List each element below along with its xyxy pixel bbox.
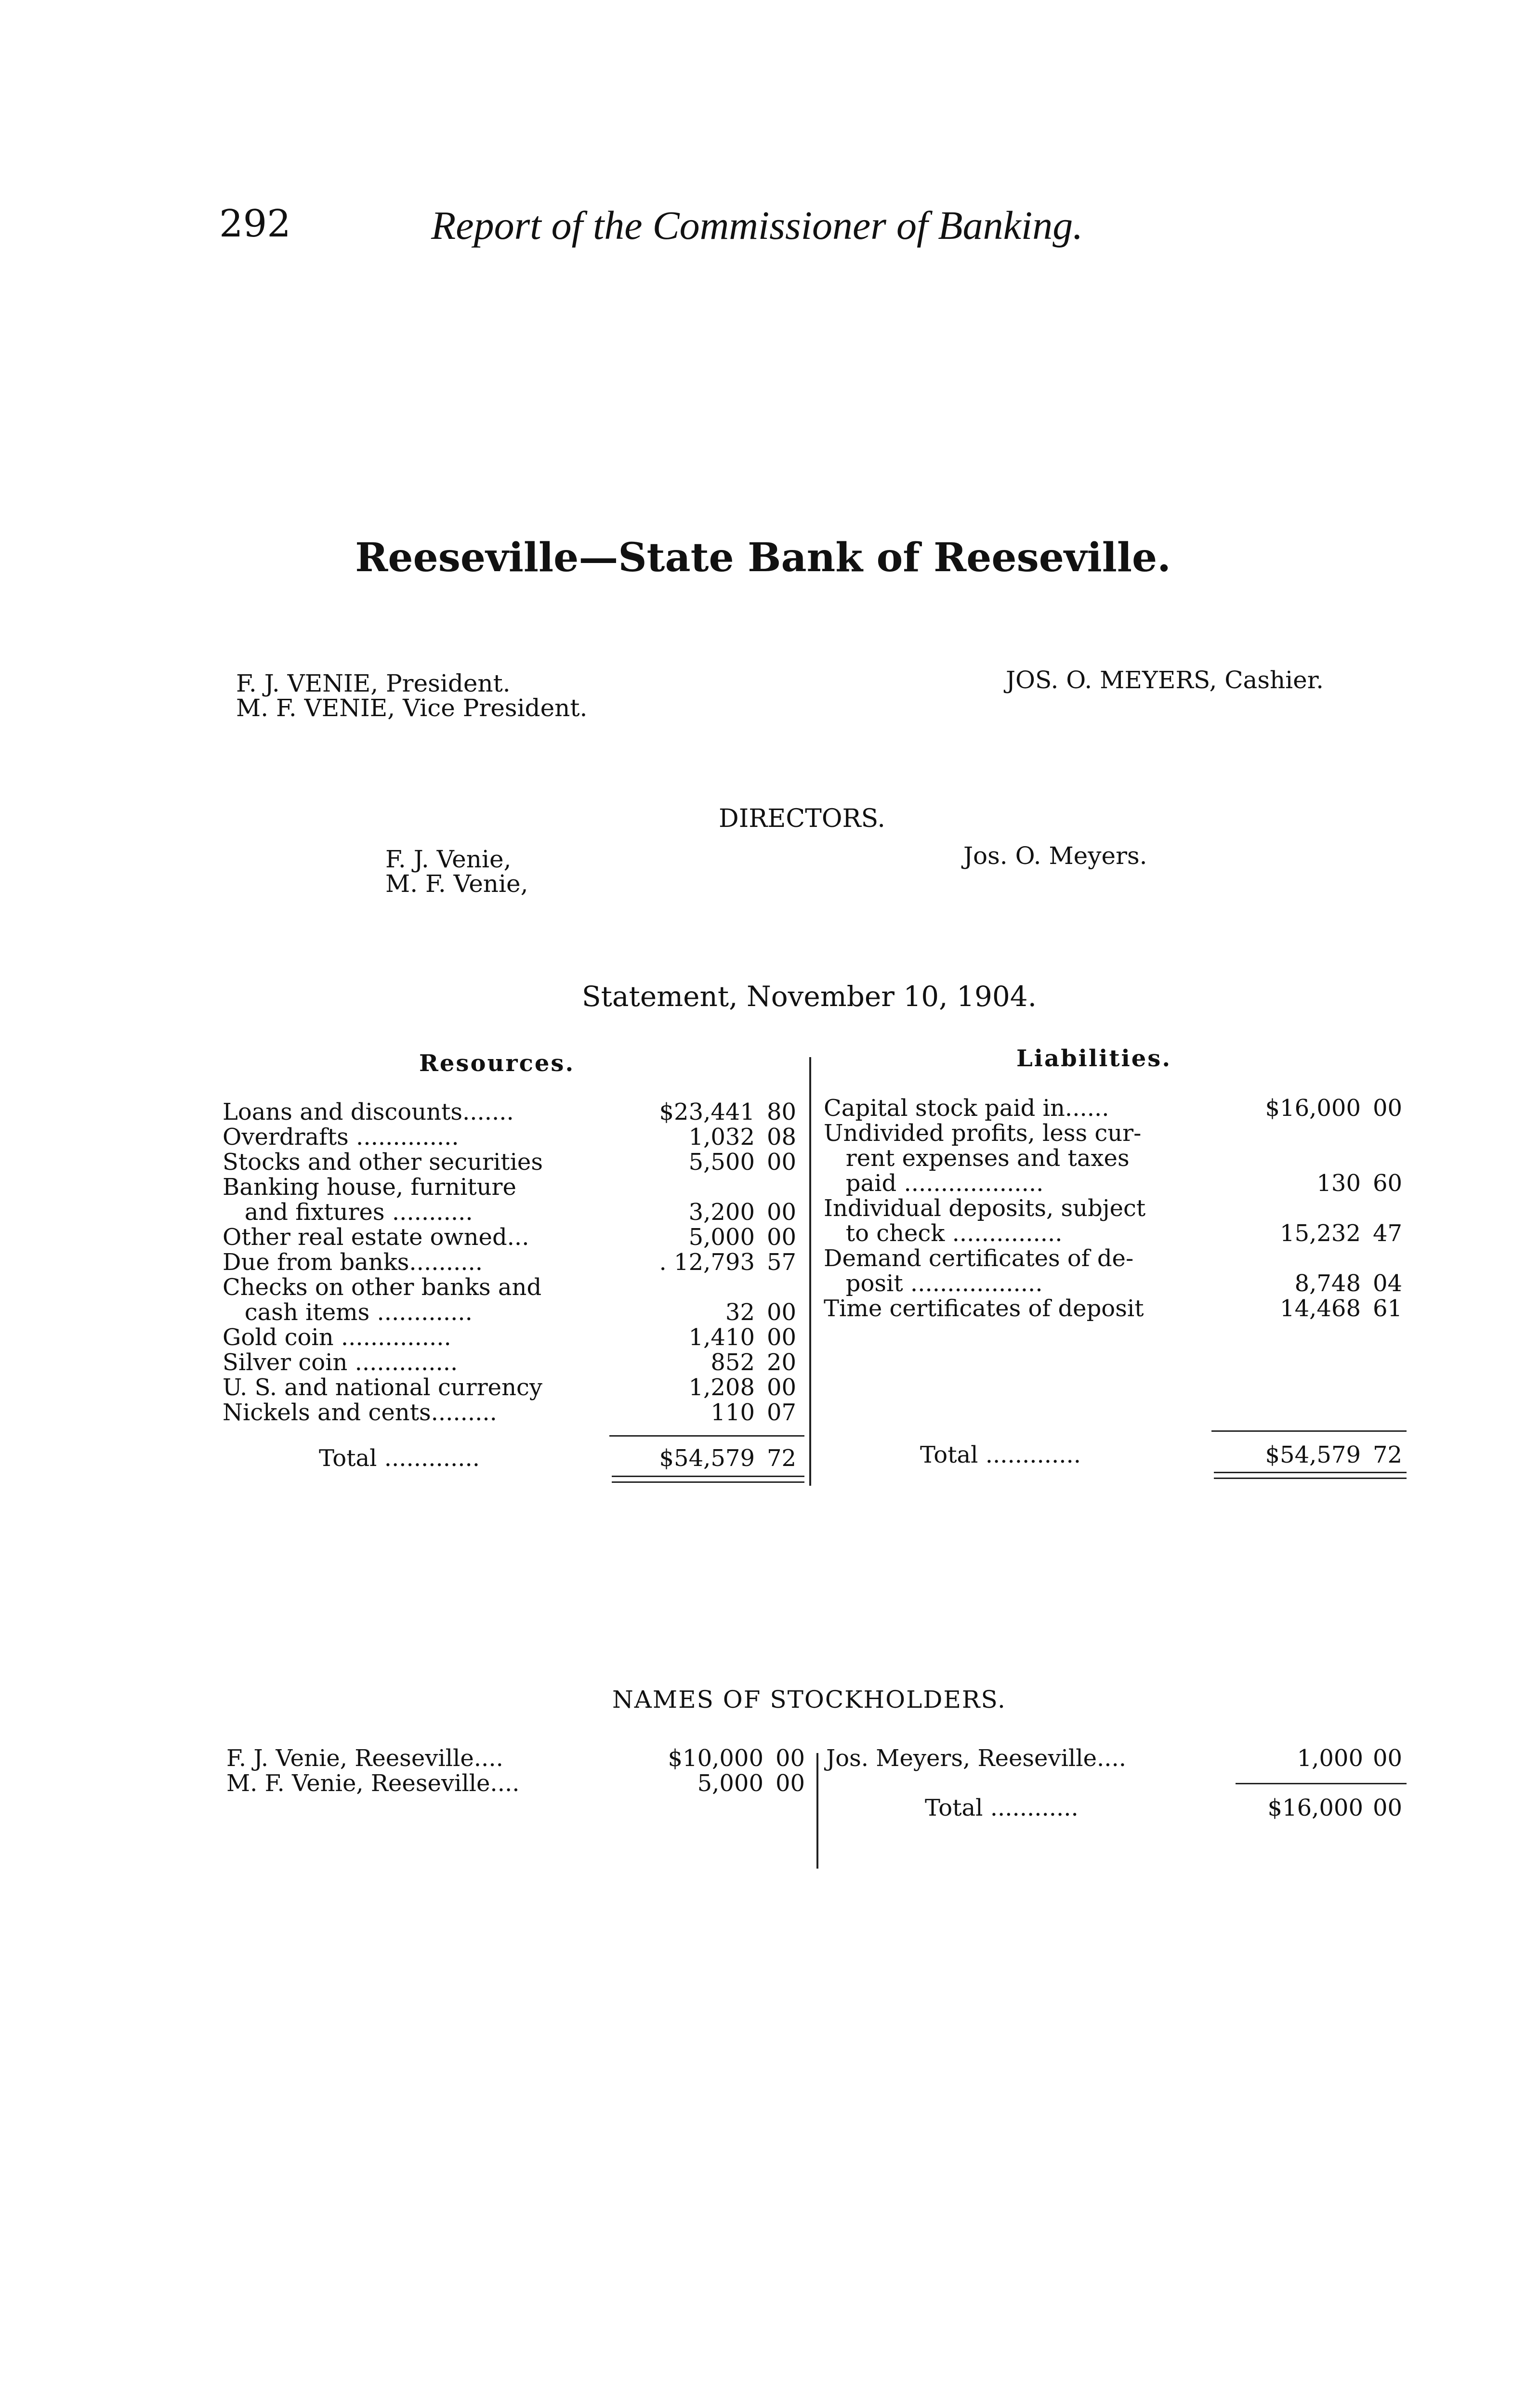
line-item-dollars: $10,000	[668, 1745, 763, 1772]
stockholder-row	[226, 1771, 804, 1796]
line-item-cents: 08	[767, 1124, 797, 1151]
line-item-dollars: 14,468	[1280, 1295, 1361, 1322]
line-item-label: Individual deposits, subject	[824, 1195, 1146, 1222]
resources-row	[223, 1300, 801, 1325]
liabilities-row	[824, 1246, 1409, 1271]
line-item-cents: 00	[767, 1199, 797, 1226]
line-item-cents: 00	[1373, 1745, 1403, 1772]
resources-double-rule	[612, 1476, 804, 1483]
resources-row	[223, 1125, 801, 1150]
line-item-label: M. F. Venie, Reeseville....	[226, 1770, 520, 1797]
resources-row	[223, 1150, 801, 1175]
line-item-label: F. J. Venie, Reeseville....	[226, 1745, 503, 1772]
line-item-dollars: 32	[725, 1299, 755, 1326]
liabilities-double-rule	[1214, 1472, 1407, 1479]
resources-total-rule	[609, 1435, 804, 1437]
resources-row	[223, 1325, 801, 1350]
line-item-label: Banking house, furniture	[223, 1174, 516, 1201]
director-name: F. J. Venie,	[385, 845, 512, 873]
resources-row	[223, 1275, 801, 1300]
line-item-cents: 00	[767, 1224, 797, 1251]
officer-vice-president: M. F. VENIE, Vice President.	[236, 694, 588, 722]
liabilities-row	[824, 1121, 1409, 1146]
page-number: 292	[219, 202, 291, 246]
officer-cashier: JOS. O. MEYERS, Cashier.	[1006, 666, 1324, 694]
running-head: Report of the Commissioner of Banking.	[431, 203, 1083, 248]
line-item-label: to check ...............	[824, 1220, 1063, 1247]
line-item-dollars: 1,000	[1297, 1745, 1363, 1772]
line-item-label: Demand certificates of de-	[824, 1245, 1134, 1272]
line-item-cents: 07	[767, 1399, 797, 1426]
line-item-cents: 00	[776, 1745, 805, 1772]
line-item-label: Jos. Meyers, Reeseville....	[826, 1745, 1127, 1772]
line-item-dollars: 5,000	[697, 1770, 763, 1797]
line-item-label: Checks on other banks and	[223, 1274, 542, 1301]
line-item-dollars: 110	[710, 1399, 755, 1426]
stockholders-total-cents: 00	[1373, 1794, 1403, 1821]
liabilities-row	[824, 1196, 1409, 1221]
line-item-cents: 57	[767, 1249, 797, 1276]
liabilities-row	[824, 1271, 1409, 1296]
line-item-label: Other real estate owned...	[223, 1224, 529, 1251]
stockholders-total-label: Total ............	[925, 1794, 1079, 1821]
line-item-cents: 80	[767, 1099, 797, 1125]
line-item-label: Stocks and other securities	[223, 1149, 543, 1176]
resources-row	[223, 1375, 801, 1400]
liabilities-row	[824, 1296, 1409, 1321]
directors-heading: DIRECTORS.	[719, 804, 885, 833]
line-item-cents: 61	[1373, 1295, 1403, 1322]
stockholders-total-dollars: $16,000	[1267, 1794, 1363, 1821]
line-item-dollars: 8,748	[1294, 1270, 1361, 1297]
line-item-label: Gold coin ...............	[223, 1324, 451, 1351]
resources-row	[223, 1350, 801, 1375]
stockholders-total-rule	[1236, 1783, 1407, 1784]
resources-row	[223, 1400, 801, 1425]
resources-row	[223, 1200, 801, 1225]
stockholder-row	[826, 1746, 1409, 1771]
line-item-label: Time certificates of deposit	[824, 1295, 1144, 1322]
line-item-label: Silver coin ..............	[223, 1349, 458, 1376]
liabilities-row	[824, 1221, 1409, 1246]
officer-president: F. J. VENIE, President.	[236, 669, 511, 697]
line-item-label: U. S. and national currency	[223, 1374, 542, 1401]
stockholders-divider	[816, 1753, 818, 1869]
line-item-dollars: $16,000	[1265, 1095, 1361, 1122]
line-item-label: and fixtures ...........	[223, 1199, 473, 1226]
resources-row	[223, 1175, 801, 1200]
resources-total-label: Total .............	[319, 1445, 480, 1472]
liabilities-total-cents: 72	[1373, 1441, 1403, 1468]
line-item-dollars: 3,200	[688, 1199, 755, 1226]
resources-total-dollars: $54,579	[659, 1445, 755, 1472]
liabilities-heading: Liabilities.	[1016, 1045, 1172, 1072]
resources-heading: Resources.	[419, 1050, 575, 1077]
line-item-cents: 00	[1373, 1095, 1403, 1122]
director-name: Jos. O. Meyers.	[963, 842, 1147, 870]
line-item-dollars: 1,208	[688, 1374, 755, 1401]
line-item-label: posit ..................	[824, 1270, 1043, 1297]
line-item-dollars: 852	[710, 1349, 755, 1376]
resources-row	[223, 1099, 801, 1125]
stockholders-right	[826, 1746, 1409, 1771]
liabilities-row	[824, 1171, 1409, 1196]
stockholders-heading: NAMES OF STOCKHOLDERS.	[612, 1686, 1006, 1714]
line-item-label: cash items .............	[223, 1299, 473, 1326]
liabilities-total-rule	[1211, 1430, 1407, 1432]
line-item-cents: 20	[767, 1349, 797, 1376]
bank-title: Reeseville—State Bank of Reeseville.	[355, 535, 1171, 581]
line-item-dollars: 5,500	[688, 1149, 755, 1176]
line-item-dollars: 5,000	[688, 1224, 755, 1251]
line-item-cents: 00	[767, 1149, 797, 1176]
resources-total-cents: 72	[767, 1445, 797, 1472]
line-item-dollars: 130	[1316, 1170, 1361, 1197]
line-item-label: Undivided profits, less cur-	[824, 1120, 1142, 1147]
liabilities-total-label: Total .............	[920, 1441, 1081, 1468]
line-item-label: Nickels and cents.........	[223, 1399, 497, 1426]
line-item-dollars: $23,441	[659, 1099, 755, 1125]
line-item-dollars: 1,032	[688, 1124, 755, 1151]
line-item-label: paid ...................	[824, 1170, 1044, 1197]
line-item-label: Overdrafts ..............	[223, 1124, 459, 1151]
liabilities-total-dollars: $54,579	[1265, 1441, 1361, 1468]
line-item-dollars: . 12,793	[659, 1249, 755, 1276]
director-name: M. F. Venie,	[385, 870, 528, 898]
column-divider	[809, 1057, 811, 1486]
line-item-cents: 00	[776, 1770, 805, 1797]
liabilities-row	[824, 1146, 1409, 1171]
statement-title: Statement, November 10, 1904.	[581, 980, 1037, 1013]
line-item-label: Due from banks..........	[223, 1249, 483, 1276]
resources-table	[223, 1099, 801, 1425]
line-item-dollars: 15,232	[1280, 1220, 1361, 1247]
line-item-cents: 47	[1373, 1220, 1403, 1247]
resources-row	[223, 1225, 801, 1250]
line-item-label: Loans and discounts.......	[223, 1099, 514, 1125]
stockholder-row	[226, 1746, 804, 1771]
line-item-label: Capital stock paid in......	[824, 1095, 1109, 1122]
resources-row	[223, 1250, 801, 1275]
line-item-cents: 00	[767, 1299, 797, 1326]
liabilities-row	[824, 1096, 1409, 1121]
stockholders-left	[226, 1746, 804, 1796]
line-item-label: rent expenses and taxes	[824, 1145, 1130, 1172]
line-item-cents: 00	[767, 1374, 797, 1401]
line-item-cents: 04	[1373, 1270, 1403, 1297]
line-item-cents: 60	[1373, 1170, 1403, 1197]
line-item-dollars: 1,410	[688, 1324, 755, 1351]
line-item-cents: 00	[767, 1324, 797, 1351]
liabilities-table	[824, 1096, 1409, 1321]
